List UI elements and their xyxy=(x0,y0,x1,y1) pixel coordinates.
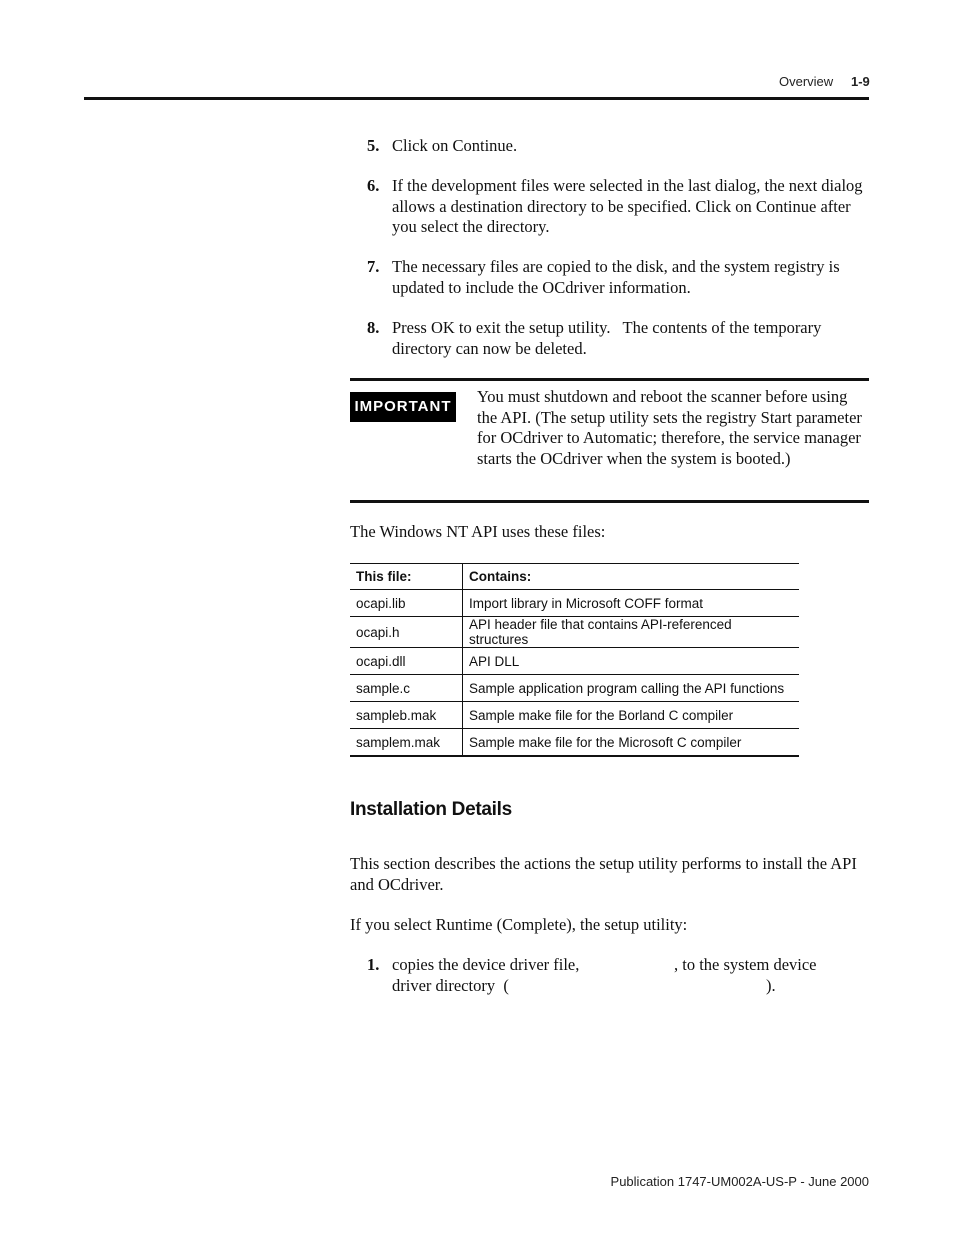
step-number: 1. xyxy=(367,955,380,974)
step-number: 7. xyxy=(367,257,380,276)
file-name: ocapi.lib xyxy=(350,590,463,617)
file-contents: Sample application program calling the API functions xyxy=(463,675,800,702)
file-contents: Import library in Microsoft COFF format xyxy=(463,590,800,617)
file-name: ocapi.h xyxy=(350,617,463,648)
section-heading: Installation Details xyxy=(350,799,512,820)
file-contents: Sample make file for the Borland C compiler xyxy=(463,702,800,729)
step-line-1a: copies the device driver file, xyxy=(392,955,580,974)
file-name: samplem.mak xyxy=(350,729,463,757)
file-contents: API DLL xyxy=(463,648,800,675)
page-number: 1-9 xyxy=(851,74,870,89)
column-header-file: This file: xyxy=(350,564,463,590)
file-name: ocapi.dll xyxy=(350,648,463,675)
file-contents: Sample make file for the Microsoft C compiler xyxy=(463,729,800,757)
file-name: sample.c xyxy=(350,675,463,702)
step-line-1b: , to the system device xyxy=(674,955,817,974)
publication-footer: Publication 1747-UM002A-US-P - June 2000 xyxy=(610,1174,869,1189)
step-number: 6. xyxy=(367,176,380,195)
table-row xyxy=(350,648,799,675)
important-badge: IMPORTANT xyxy=(350,392,456,422)
table-row xyxy=(350,702,799,729)
important-bottom-rule xyxy=(350,500,869,503)
header-rule xyxy=(84,97,869,100)
step-text: The necessary files are copied to the disk, and the system registry is updated to include the OCdriver information. xyxy=(392,257,840,297)
column-header-contains: Contains: xyxy=(463,564,800,590)
running-header-section: Overview xyxy=(779,74,834,89)
step-number: 5. xyxy=(367,136,380,155)
table-row xyxy=(350,675,799,702)
table-row xyxy=(350,617,799,648)
step-line-2a: driver directory ( xyxy=(392,975,509,995)
step-number: 8. xyxy=(367,318,380,337)
step-line-2b: ). xyxy=(766,975,776,995)
files-table xyxy=(350,563,799,757)
files-intro: The Windows NT API uses these files: xyxy=(350,522,606,541)
step-text: Press OK to exit the setup utility. The contents of the temporary directory can now be deleted. xyxy=(392,318,826,358)
table-row xyxy=(350,590,799,617)
install-paragraph-1: This section describes the actions the setup utility performs to install the API and OCdriver. xyxy=(350,854,857,894)
install-paragraph-2: If you select Runtime (Complete), the setup utility: xyxy=(350,915,688,934)
file-contents: API header file that contains API-referenced structures xyxy=(463,617,800,648)
table-row xyxy=(350,729,799,757)
table-header-row xyxy=(350,564,799,590)
important-top-rule xyxy=(350,378,869,381)
step-text: Click on Continue. xyxy=(392,136,518,155)
important-text: You must shutdown and reboot the scanner before using the API. (The setup utility sets the registry Start parameter for OCdriver to Automatic; therefore, the service manager starts the OCdriver when the system is booted.) xyxy=(477,387,862,468)
file-name: sampleb.mak xyxy=(350,702,463,729)
step-text: If the development files were selected in the last dialog, the next dialog allows a destination directory to be specified. Click on Continue after you select the directory. xyxy=(392,176,863,236)
